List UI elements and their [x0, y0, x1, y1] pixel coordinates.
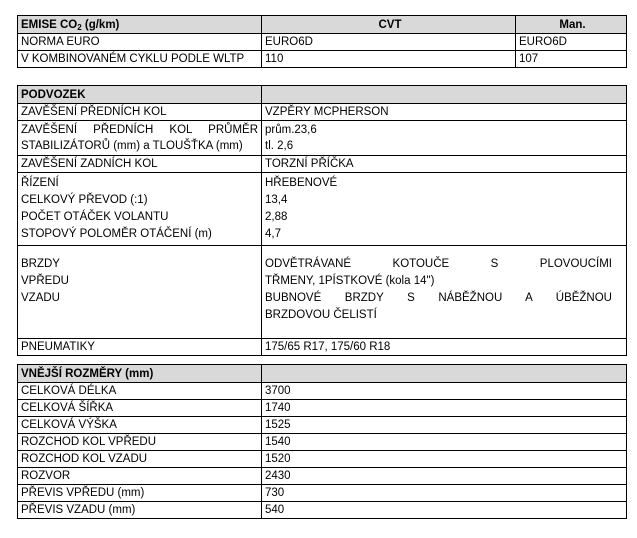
table-row [18, 156, 627, 173]
table-row [18, 485, 627, 502]
table-row [18, 173, 627, 246]
row-label: PŘEVIS VPŘEDU (mm) [18, 485, 262, 502]
table-row [18, 34, 627, 51]
rozmery-header-empty [262, 365, 627, 383]
table-row [18, 121, 627, 156]
row-label: ROZCHOD KOL VPŘEDU [18, 434, 262, 451]
row-value-cvt: 110 [262, 51, 516, 68]
row-value: 730 [262, 485, 627, 502]
table-row [18, 451, 627, 468]
table-row [18, 246, 627, 339]
row-label: CELKOVÁ DÉLKA [18, 383, 262, 400]
table-row [18, 51, 627, 68]
rozmery-header-row [18, 365, 627, 383]
row-value-cvt: EURO6D [262, 34, 516, 51]
emise-header-label: EMISE $CO_2$ (g/km) [18, 16, 262, 34]
row-value: 3700 [262, 383, 627, 400]
row-label: ZAVĚŠENÍ PŘEDNÍCH KOL [18, 104, 262, 121]
row-label: ZAVĚŠENÍ PŘEDNÍCH KOL PRŮMĚR STABILIZÁTORŮ (mm) a TLOUŠŤKA (mm) [18, 121, 262, 156]
row-value: prům.23,6 tl. 2,6 [262, 121, 627, 156]
emise-table [17, 15, 627, 68]
table-row [18, 502, 627, 519]
row-value: 1540 [262, 434, 627, 451]
rizeni-labels: ŘÍZENÍ CELKOVÝ PŘEVOD (:1) POČET OTÁČEK VOLANTU STOPOVÝ POLOMĚR OTÁČENÍ (m) [18, 173, 262, 246]
row-value: VZPĚRY MCPHERSON [262, 104, 627, 121]
row-value-man: EURO6D [516, 34, 627, 51]
row-value: TORZNÍ PŘÍČKA [262, 156, 627, 173]
podvozek-header-row [18, 86, 627, 104]
table-row [18, 383, 627, 400]
rizeni-values: HŘEBENOVÉ 13,4 2,88 4,7 [262, 173, 627, 246]
table-row [18, 400, 627, 417]
emise-header-man: Man. [516, 16, 627, 34]
row-value: 2430 [262, 468, 627, 485]
row-label: PNEUMATIKY [18, 339, 262, 356]
emise-header-row [18, 16, 627, 34]
table-row [18, 468, 627, 485]
row-value: 175/65 R17, 175/60 R18 [262, 339, 627, 356]
podvozek-header-empty [262, 86, 627, 104]
table-row [18, 104, 627, 121]
brzdy-values: ODVĚTRÁVANÉ KOTOUČE S PLOVOUCÍMI TŘMENY, 1PÍSTKOVÉ (kola 14") BUBNOVÉ BRZDY S NÁBĚŽNOU A ÚBĚŽNOU BRZDOVOU ČELISTÍ [262, 246, 627, 339]
row-label: ZAVĚŠENÍ ZADNÍCH KOL [18, 156, 262, 173]
podvozek-title: PODVOZEK [18, 86, 262, 104]
row-label: ROZVOR [18, 468, 262, 485]
row-value-man: 107 [516, 51, 627, 68]
emise-header-cvt: CVT [262, 16, 516, 34]
table-row [18, 417, 627, 434]
row-label: NORMA EURO [18, 34, 262, 51]
row-label: V KOMBINOVANÉM CYKLU PODLE WLTP [18, 51, 262, 68]
row-label: CELKOVÁ ŠÍŘKA [18, 400, 262, 417]
row-value: 540 [262, 502, 627, 519]
rozmery-table [17, 364, 627, 519]
brzdy-labels: BRZDY VPŘEDU VZADU [18, 246, 262, 339]
podvozek-table [17, 85, 627, 356]
row-value: 1525 [262, 417, 627, 434]
row-value: 1740 [262, 400, 627, 417]
row-label: PŘEVIS VZADU (mm) [18, 502, 262, 519]
table-row [18, 434, 627, 451]
table-row [18, 339, 627, 356]
row-label: ROZCHOD KOL VZADU [18, 451, 262, 468]
rozmery-title: VNĚJŠÍ ROZMĚRY (mm) [18, 365, 262, 383]
row-label: CELKOVÁ VÝŠKA [18, 417, 262, 434]
row-value: 1520 [262, 451, 627, 468]
